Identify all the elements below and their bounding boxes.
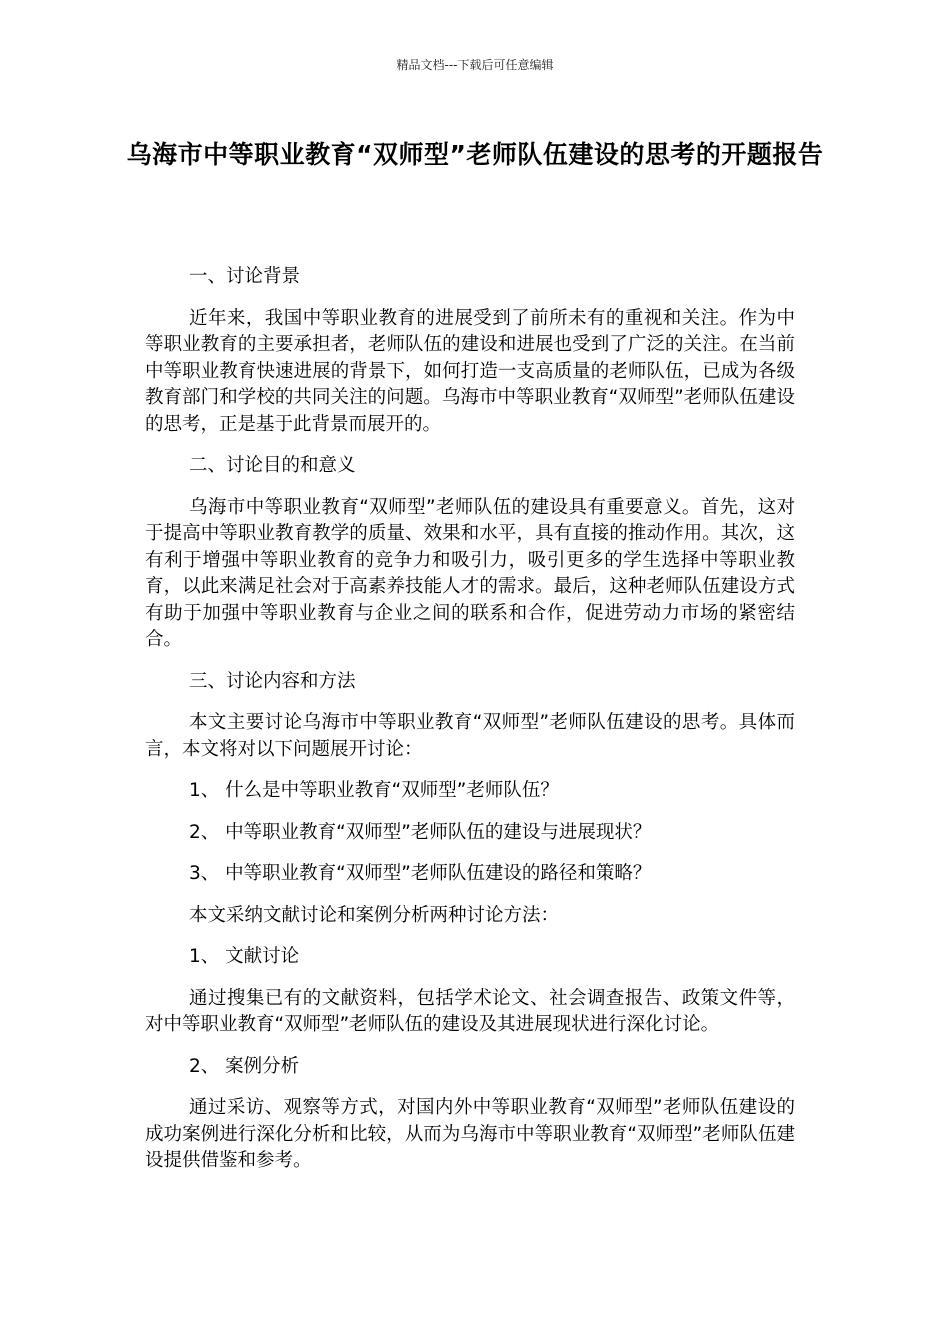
body-paragraph: 通过搜集已有的文献资料，包括学术论文、社会调查报告、政策文件等，对中等职业教育“双师型”老师队伍的建设及其进展现状进行深化讨论。: [145, 987, 795, 1035]
body-paragraph: 乌海市中等职业教育“双师型”老师队伍的建设具有重要意义。首先，这对于提高中等职业教育教学的质量、效果和水平，具有直接的推动作用。其次，这有利于增强中等职业教育的竞争力和吸引力，吸引更多的学生选择中等职业教育，以此来满足社会对于高素养技能人才的需求。最后，这种老师队伍建设方式有助于加强中等职业教育与企业之间的联系和合作，促进劳动力市场的紧密结合。: [145, 496, 795, 650]
list-item: 3、 中等职业教育“双师型”老师队伍建设的路径和策略？: [189, 863, 652, 884]
document-title: 乌海市中等职业教育“双师型”老师队伍建设的思考的开题报告: [126, 140, 824, 169]
section-heading: 三、讨论内容和方法: [189, 670, 356, 692]
body-paragraph: 近年来，我国中等职业教育的进展受到了前所未有的重视和关注。作为中等职业教育的主要承担者，老师队伍的建设和进展也受到了广泛的关注。在当前中等职业教育快速进展的背景下，如何打造一支高质量的老师队伍，已成为各级教育部门和学校的共同关注的问题。乌海市中等职业教育“双师型”老师队伍建设的思考，正是基于此背景而展开的。: [145, 307, 795, 435]
list-item: 2、 案例分析: [189, 1055, 300, 1077]
body-paragraph: 本文主要讨论乌海市中等职业教育“双师型”老师队伍建设的思考。具体而言，本文将对以下问题展开讨论：: [145, 712, 795, 760]
header-note: 精品文档---下载后可任意编辑: [396, 58, 554, 72]
list-item: 1、 什么是中等职业教育“双师型”老师队伍？: [189, 780, 559, 801]
document-body: [145, 264, 795, 1190]
body-paragraph: 本文采纳文献讨论和案例分析两种讨论方法：: [189, 904, 560, 926]
list-item: 2、 中等职业教育“双师型”老师队伍的建设与进展现状？: [189, 821, 652, 843]
list-item: 1、 文献讨论: [189, 946, 300, 967]
section-heading: 二、讨论目的和意义: [189, 455, 356, 476]
section-heading: 一、讨论背景: [189, 266, 301, 287]
body-paragraph: 通过采访、观察等方式，对国内外中等职业教育“双师型”老师队伍建设的成功案例进行深化分析和比较，从而为乌海市中等职业教育“双师型”老师队伍建设提供借鉴和参考。: [145, 1097, 795, 1171]
